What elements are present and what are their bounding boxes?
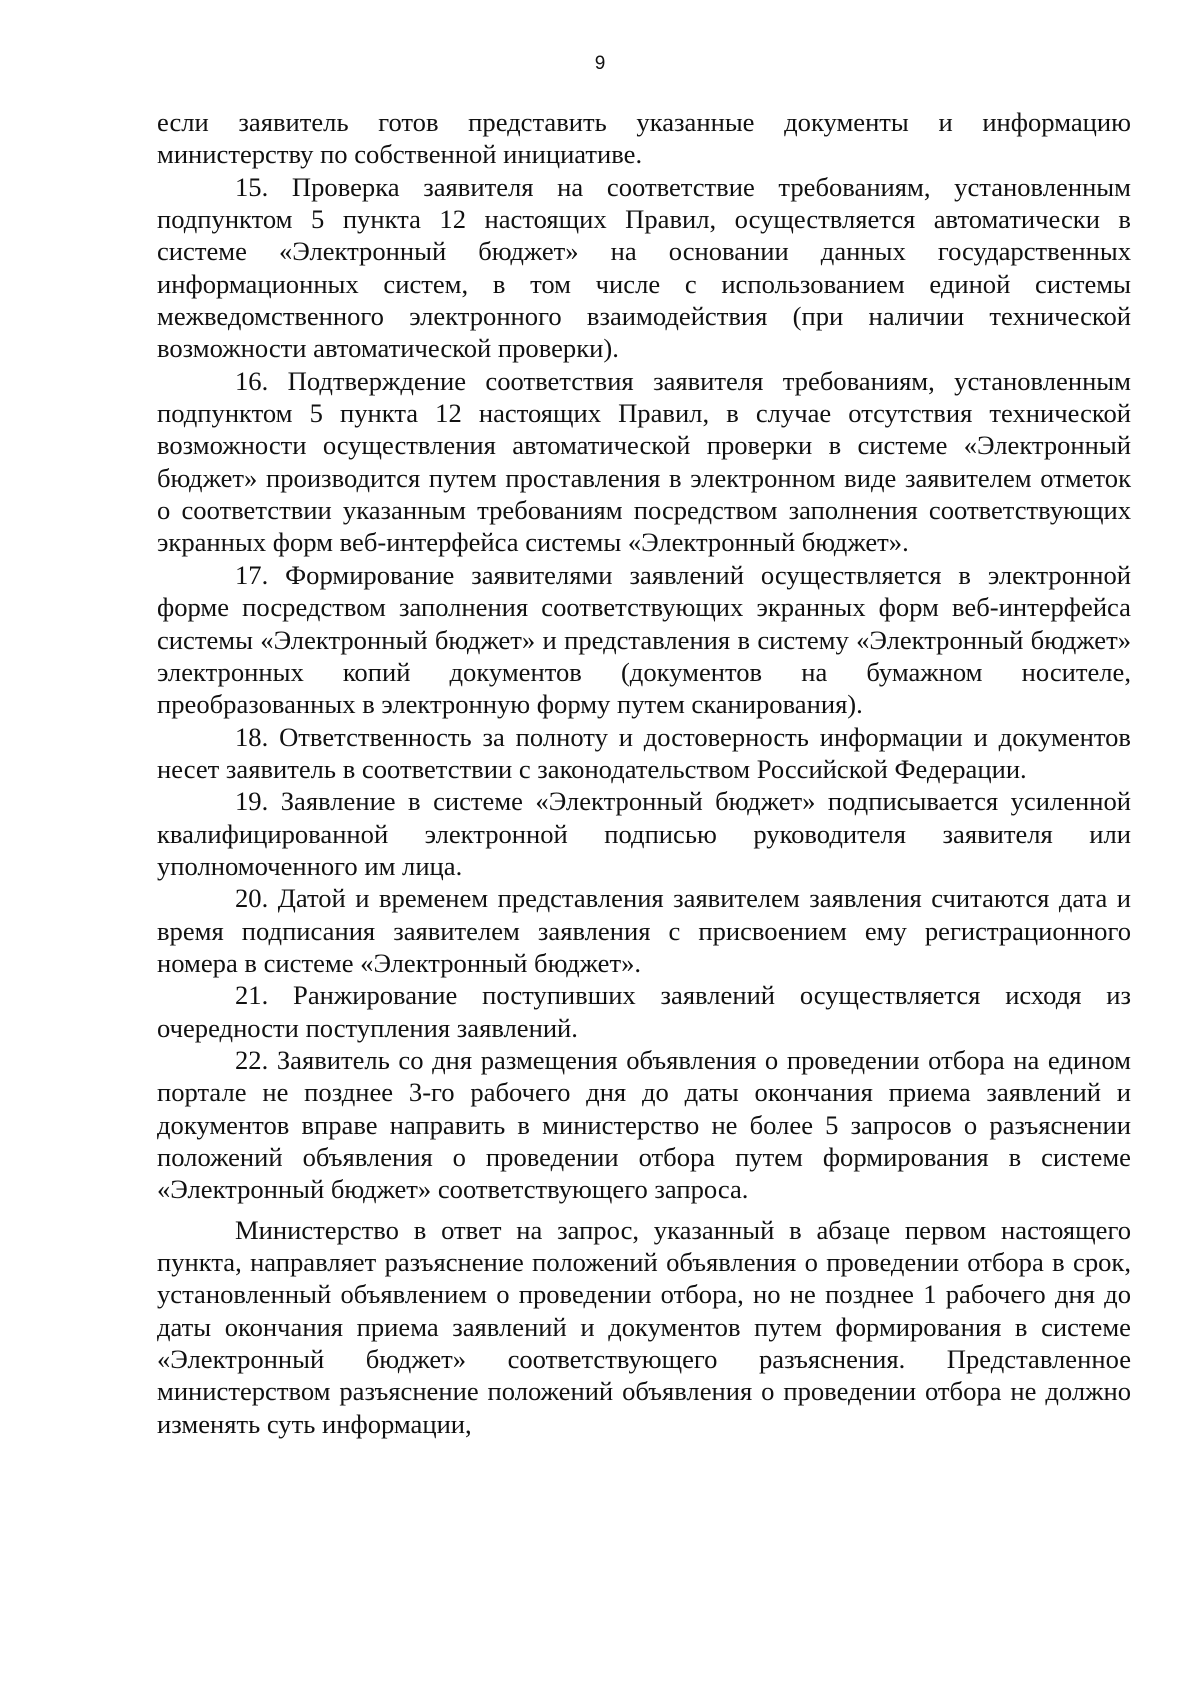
paragraph-22-second: Министерство в ответ на запрос, указанный в абзаце первом настоящего пункта, направляет разъяснение положений объявления о проведении отбора в срок, установленный объявлением о проведении отбора, но не позднее 1 рабочего дня до даты окончания приема заявлений и документов путем формирования в системе «Электронный бюджет» соответствующего разъяснения. Представленное министерством разъяснение положений объявления о проведении отбора не должно изменять суть информации, bbox=[157, 1214, 1131, 1439]
paragraph-22: 22. Заявитель со дня размещения объявления о проведении отбора на едином портале не позднее 3-го рабочего дня до даты окончания приема заявлений и документов вправе направить в министерство не более 5 запросов о разъяснении положений объявления о проведении отбора путем формирования в системе «Электронный бюджет» соответствующего запроса. bbox=[157, 1044, 1131, 1205]
document-body bbox=[157, 106, 1131, 1440]
paragraph-21: 21. Ранжирование поступивших заявлений осуществляется исходя из очередности поступления заявлений. bbox=[157, 980, 1131, 1043]
paragraph-15: 15. Проверка заявителя на соответствие требованиям, установленным подпунктом 5 пункта 12 настоящих Правил, осуществляется автоматически в системе «Электронный бюджет» на основании данных государственных информационных систем, в том числе с использованием единой системы межведомственного электронного взаимодействия (при наличии технической возможности автоматической проверки). bbox=[157, 171, 1131, 364]
paragraph-20: 20. Датой и временем представления заявителем заявления считаются дата и время подписания заявителем заявления с присвоением ему регистрационного номера в системе «Электронный бюджет». bbox=[157, 883, 1131, 978]
page-number: 9 bbox=[594, 53, 606, 74]
paragraph-continuation: если заявитель готов представить указанные документы и информацию министерству по собственной инициативе. bbox=[157, 107, 1131, 170]
paragraph-18: 18. Ответственность за полноту и достоверность информации и документов несет заявитель в соответствии с законодательством Российской Федерации. bbox=[157, 721, 1131, 784]
paragraph-19: 19. Заявление в системе «Электронный бюджет» подписывается усиленной квалифицированной электронной подписью руководителя заявителя или уполномоченного им лица. bbox=[157, 786, 1131, 881]
paragraph-17: 17. Формирование заявителями заявлений осуществляется в электронной форме посредством заполнения соответствующих экранных форм веб-интерфейса системы «Электронный бюджет» и представления в систему «Электронный бюджет» электронных копий документов (документов на бумажном носителе, преобразованных в электронную форму путем сканирования). bbox=[157, 559, 1131, 720]
paragraph-16: 16. Подтверждение соответствия заявителя требованиям, установленным подпунктом 5 пункта 12 настоящих Правил, в случае отсутствия технической возможности осуществления автоматической проверки в системе «Электронный бюджет» производится путем проставления в электронном виде заявителем отметок о соответствии указанным требованиям посредством заполнения соответствующих экранных форм веб-интерфейса системы «Электронный бюджет». bbox=[157, 365, 1131, 558]
